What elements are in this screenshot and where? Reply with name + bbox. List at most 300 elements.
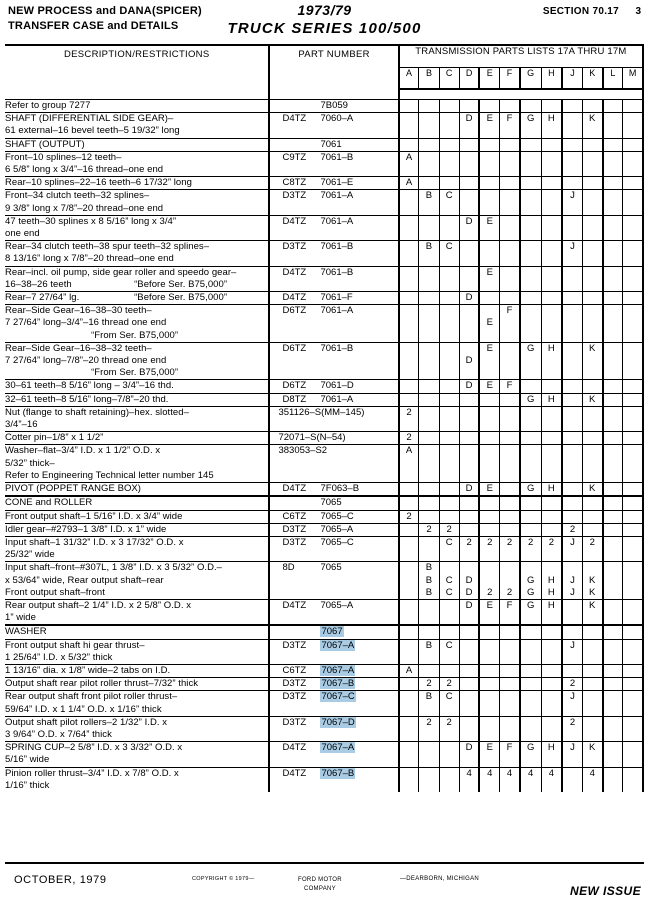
mark-cell-m	[623, 266, 643, 291]
mark-cell-e	[479, 664, 499, 677]
mark-value: 2	[426, 678, 432, 690]
mark-cell-f	[500, 625, 520, 639]
mark-value	[419, 626, 438, 638]
mark-spacer	[542, 458, 562, 470]
row-description	[5, 562, 269, 600]
mark-value: 4	[548, 767, 554, 779]
description-line: 7 27/64” long–3/4”–16 thread one end	[5, 317, 167, 329]
mark-value	[500, 177, 519, 189]
row-part-number	[269, 406, 398, 431]
mark-cell-g	[520, 445, 541, 483]
mark-spacer	[583, 549, 602, 561]
mark-value: 2	[506, 536, 513, 548]
mark-spacer	[521, 279, 541, 291]
mark-value: 2	[406, 432, 412, 444]
description-line: SPRING CUP–2 5/8” I.D. x 3 3/32” O.D. x	[5, 742, 183, 754]
mark-value: 4	[528, 767, 534, 779]
mark-cell-d	[459, 562, 479, 600]
mark-cell-a	[399, 292, 419, 305]
mark-spacer	[500, 729, 519, 741]
mark-cell-h	[541, 599, 562, 625]
mark-spacer	[480, 203, 499, 215]
mark-cell-h	[541, 177, 562, 190]
mark-cell-j	[562, 742, 582, 767]
mark-value	[623, 190, 642, 202]
mark-cell-m	[623, 664, 643, 677]
mark-value	[604, 343, 623, 355]
mark-value	[500, 317, 519, 329]
mark-value	[460, 665, 479, 677]
part-number-value: 7060–A	[320, 113, 354, 125]
part-prefix: D6TZ	[282, 305, 307, 317]
mark-cell-b	[419, 536, 439, 561]
mark-spacer	[623, 458, 642, 470]
mark-value	[604, 497, 623, 509]
mark-cell-l	[603, 406, 623, 431]
mark-cell-c	[439, 342, 459, 380]
mark-cell-j	[562, 113, 582, 138]
mark-value: E	[486, 113, 493, 125]
description-line: Rear–7 27/64” lg. “Before Ser. B75,000”	[5, 292, 228, 304]
mark-cell-h	[541, 742, 562, 767]
mark-spacer	[604, 612, 623, 624]
mark-spacer	[583, 164, 602, 176]
row-description	[5, 691, 269, 716]
mark-spacer	[583, 228, 602, 240]
mark-cell-h	[541, 483, 562, 497]
mark-cell-j	[562, 151, 582, 176]
mark-cell-l	[603, 536, 623, 561]
mark-value	[604, 575, 623, 587]
mark-spacer	[521, 228, 541, 240]
mark-spacer	[480, 754, 499, 766]
mark-value	[500, 407, 519, 419]
mark-cell-l	[603, 599, 623, 625]
mark-cell-a	[399, 406, 419, 431]
mark-value	[623, 483, 642, 495]
mark-value	[460, 177, 479, 189]
mark-spacer	[400, 419, 419, 431]
mark-spacer	[460, 125, 479, 137]
mark-cell-e	[479, 406, 499, 431]
page-footer	[0, 862, 649, 908]
mark-value	[500, 511, 519, 523]
mark-value: K	[589, 742, 596, 754]
mark-value	[604, 432, 623, 444]
mark-value	[604, 562, 623, 574]
mark-cell-g	[520, 599, 541, 625]
mark-value	[460, 678, 479, 690]
mark-value: E	[486, 742, 493, 754]
mark-cell-c	[439, 393, 459, 406]
mark-spacer	[440, 652, 459, 664]
mark-cell-l	[603, 716, 623, 741]
mark-cell-d	[459, 177, 479, 190]
row-part-number	[269, 266, 398, 291]
mark-value	[500, 394, 519, 406]
part-prefix: C9TZ	[282, 151, 307, 163]
mark-value	[623, 626, 642, 638]
row-description	[5, 190, 269, 215]
row-description	[5, 536, 269, 561]
mark-cell-f	[500, 305, 520, 343]
mark-value	[500, 216, 519, 228]
row-description	[5, 678, 269, 691]
mark-value	[400, 768, 419, 780]
mark-cell-h	[541, 113, 562, 138]
mark-cell-m	[623, 496, 643, 510]
mark-cell-c	[439, 177, 459, 190]
row-part-number	[269, 292, 398, 305]
mark-cell-c	[439, 625, 459, 639]
mark-cell-g	[520, 190, 541, 215]
mark-cell-g	[520, 483, 541, 497]
mark-cell-b	[419, 190, 439, 215]
mark-spacer	[563, 330, 582, 342]
mark-value	[419, 292, 438, 304]
mark-cell-a	[399, 100, 419, 113]
mark-value	[521, 445, 541, 457]
part-prefix: D8TZ	[282, 393, 307, 405]
mark-cell-a	[399, 393, 419, 406]
mark-cell-l	[603, 190, 623, 215]
part-prefix: D3TZ	[282, 716, 307, 728]
mark-value	[480, 432, 499, 444]
part-prefix: D3TZ	[282, 241, 307, 253]
mark-value	[400, 562, 419, 574]
mark-cell-f	[500, 523, 520, 536]
mark-spacer	[500, 419, 519, 431]
mark-cell-a	[399, 639, 419, 664]
mark-value	[480, 139, 499, 151]
mark-cell-b	[419, 767, 439, 792]
mark-value	[542, 640, 562, 652]
col-header-d: D	[459, 68, 479, 89]
mark-spacer	[419, 612, 438, 624]
mark-value: D	[465, 483, 473, 495]
mark-cell-g	[520, 496, 541, 510]
mark-cell-d	[459, 536, 479, 561]
mark-cell-a	[399, 691, 419, 716]
mark-cell-a	[399, 510, 419, 523]
mark-value	[542, 139, 562, 151]
mark-cell-j	[562, 483, 582, 497]
mark-spacer	[400, 549, 419, 561]
mark-value	[623, 511, 642, 523]
table-row	[5, 599, 643, 625]
mark-value	[440, 139, 459, 151]
mark-spacer	[480, 704, 499, 716]
mark-cell-m	[623, 510, 643, 523]
mark-cell-e	[479, 305, 499, 343]
mark-cell-e	[479, 562, 499, 600]
mark-cell-c	[439, 562, 459, 600]
mark-cell-g	[520, 716, 541, 741]
mark-value: E	[486, 342, 493, 354]
mark-cell-j	[562, 305, 582, 343]
mark-cell-e	[479, 342, 499, 380]
mark-spacer	[521, 612, 541, 624]
table-row	[5, 639, 643, 664]
mark-cell-f	[500, 177, 520, 190]
mark-spacer	[500, 754, 519, 766]
part-number-highlight: 7067–A	[321, 742, 355, 754]
part-number-highlight: 7067	[321, 626, 343, 638]
mark-value	[623, 587, 642, 599]
mark-value	[623, 113, 642, 125]
col-header-l: L	[603, 68, 623, 89]
mark-spacer	[500, 279, 519, 291]
mark-cell-c	[439, 716, 459, 741]
description-line: Rear–incl. oil pump, side gear roller and speedo gear–	[5, 266, 237, 278]
mark-cell-j	[562, 215, 582, 240]
table-row	[5, 266, 643, 291]
mark-value	[400, 497, 419, 509]
mark-value: G	[526, 483, 535, 495]
mark-value	[604, 600, 623, 612]
mark-cell-c	[439, 691, 459, 716]
mark-spacer	[500, 470, 519, 482]
description-line: 9 3/8” long x 7/8”–20 thread–one end	[5, 202, 164, 214]
mark-cell-h	[541, 190, 562, 215]
mark-value	[440, 216, 459, 228]
mark-cell-m	[623, 100, 643, 113]
mark-cell-d	[459, 266, 479, 291]
mark-value: D	[465, 599, 473, 611]
mark-value	[563, 483, 582, 495]
mark-spacer	[419, 729, 438, 741]
description-line: 47 teeth–30 splines x 8 5/16” long x 3/4”	[5, 215, 177, 227]
mark-spacer	[521, 470, 541, 482]
row-description	[5, 393, 269, 406]
mark-value	[623, 380, 642, 392]
mark-cell-h	[541, 138, 562, 151]
mark-cell-l	[603, 292, 623, 305]
mark-value: B	[425, 586, 433, 598]
mark-value	[563, 139, 582, 151]
mark-spacer	[400, 729, 419, 741]
mark-cell-b	[419, 305, 439, 343]
mark-cell-h	[541, 625, 562, 639]
mark-value	[419, 537, 438, 549]
part-number-value: 7065–C	[320, 536, 354, 548]
mark-value	[500, 562, 519, 574]
mark-cell-a	[399, 562, 419, 600]
mark-value	[563, 267, 582, 279]
mark-value: 2	[589, 536, 595, 548]
mark-value	[460, 626, 479, 638]
description-line: Refer to group 7277	[5, 100, 91, 111]
table-row	[5, 393, 643, 406]
mark-spacer	[583, 203, 602, 215]
mark-spacer	[460, 279, 479, 291]
mark-value	[400, 343, 419, 355]
mark-spacer	[583, 470, 602, 482]
mark-cell-j	[562, 716, 582, 741]
mark-spacer	[542, 549, 562, 561]
mark-cell-f	[500, 292, 520, 305]
mark-cell-f	[500, 138, 520, 151]
mark-cell-j	[562, 100, 582, 113]
mark-value	[563, 177, 582, 189]
mark-value	[623, 394, 642, 406]
footer-company	[298, 876, 342, 894]
mark-cell-c	[439, 380, 459, 393]
mark-cell-a	[399, 678, 419, 691]
mark-value	[440, 665, 459, 677]
mark-cell-l	[603, 510, 623, 523]
mark-spacer	[583, 330, 602, 342]
row-part-number	[269, 716, 398, 741]
description-line: Front output shaft–front	[5, 586, 105, 598]
mark-cell-h	[541, 305, 562, 343]
mark-value	[623, 292, 642, 304]
header-section: SECTION 70.17	[542, 6, 619, 17]
mark-spacer	[500, 164, 519, 176]
header-title-line2: TRANSFER CASE and DETAILS	[8, 20, 179, 32]
mark-cell-f	[500, 380, 520, 393]
col-header-k: K	[582, 68, 602, 89]
mark-cell-a	[399, 138, 419, 151]
table-row	[5, 406, 643, 431]
row-part-number	[269, 177, 398, 190]
mark-cell-l	[603, 767, 623, 792]
mark-cell-c	[439, 151, 459, 176]
mark-value: F	[506, 113, 513, 125]
mark-value	[419, 511, 438, 523]
mark-spacer	[623, 367, 642, 379]
mark-spacer	[500, 652, 519, 664]
row-part-number	[269, 342, 398, 380]
mark-cell-d	[459, 113, 479, 138]
mark-value: E	[486, 215, 493, 227]
mark-spacer	[604, 549, 623, 561]
mark-value	[400, 537, 419, 549]
row-description	[5, 292, 269, 305]
mark-value	[521, 267, 541, 279]
mark-value: 2	[466, 536, 472, 548]
mark-cell-a	[399, 305, 419, 343]
table-row	[5, 151, 643, 176]
mark-cell-h	[541, 691, 562, 716]
mark-value: G	[526, 574, 535, 586]
mark-value	[542, 691, 562, 703]
mark-cell-k	[582, 691, 602, 716]
mark-spacer	[400, 330, 419, 342]
description-line: 32–61 teeth–8 5/16” long–7/8”–20 thd.	[5, 393, 169, 405]
mark-value	[440, 355, 459, 367]
description-line: Front output shaft–1 5/16” I.D. x 3/4” wide	[5, 510, 183, 522]
mark-cell-c	[439, 138, 459, 151]
mark-spacer	[623, 549, 642, 561]
mark-spacer	[583, 704, 602, 716]
mark-value	[542, 177, 562, 189]
mark-value	[563, 407, 582, 419]
mark-value	[563, 432, 582, 444]
mark-cell-h	[541, 562, 562, 600]
mark-spacer	[460, 704, 479, 716]
mark-value	[500, 432, 519, 444]
mark-value: J	[570, 241, 575, 253]
mark-cell-c	[439, 241, 459, 266]
mark-cell-l	[603, 177, 623, 190]
mark-spacer	[563, 652, 582, 664]
mark-spacer	[419, 470, 438, 482]
mark-value	[623, 768, 642, 780]
mark-value	[460, 691, 479, 703]
mark-value	[419, 432, 438, 444]
mark-value	[563, 292, 582, 304]
mark-value: J	[570, 574, 575, 586]
mark-value	[400, 267, 419, 279]
mark-cell-m	[623, 393, 643, 406]
description-line: Rear output shaft front pilot roller thrust–	[5, 691, 178, 703]
row-part-number	[269, 151, 398, 176]
mark-spacer	[460, 164, 479, 176]
mark-value	[542, 305, 562, 317]
mark-value	[500, 524, 519, 536]
mark-cell-g	[520, 100, 541, 113]
mark-cell-g	[520, 138, 541, 151]
mark-value	[440, 292, 459, 304]
mark-value: J	[570, 536, 575, 548]
mark-cell-f	[500, 342, 520, 380]
mark-value	[623, 241, 642, 253]
mark-cell-g	[520, 562, 541, 600]
mark-value	[623, 100, 642, 112]
mark-value	[500, 575, 519, 587]
mark-value	[542, 497, 562, 509]
mark-value: C	[445, 574, 453, 586]
mark-cell-m	[623, 380, 643, 393]
row-description	[5, 742, 269, 767]
mark-value	[583, 380, 602, 392]
mark-cell-g	[520, 266, 541, 291]
mark-spacer	[400, 612, 419, 624]
mark-cell-b	[419, 393, 439, 406]
mark-cell-b	[419, 599, 439, 625]
mark-value	[623, 640, 642, 652]
mark-value	[440, 600, 459, 612]
mark-cell-d	[459, 432, 479, 445]
description-line: Cotter pin–1/8” x 1 1/2”	[5, 432, 104, 444]
mark-value	[400, 742, 419, 754]
description-line: PIVOT (POPPET RANGE BOX)	[5, 483, 141, 495]
mark-value	[521, 355, 541, 367]
mark-cell-c	[439, 678, 459, 691]
mark-value	[460, 497, 479, 509]
mark-value	[400, 524, 419, 536]
mark-value	[542, 152, 562, 164]
mark-value	[623, 432, 642, 444]
mark-cell-h	[541, 432, 562, 445]
mark-cell-l	[603, 483, 623, 497]
mark-cell-f	[500, 562, 520, 600]
row-part-number	[269, 483, 398, 497]
footer-date: OCTOBER, 1979	[14, 874, 107, 886]
mark-cell-e	[479, 393, 499, 406]
row-description	[5, 445, 269, 483]
mark-spacer	[500, 458, 519, 470]
mark-cell-j	[562, 599, 582, 625]
part-prefix: D4TZ	[282, 742, 307, 754]
mark-cell-f	[500, 151, 520, 176]
mark-cell-d	[459, 767, 479, 792]
mark-cell-m	[623, 151, 643, 176]
mark-value	[542, 355, 562, 367]
mark-spacer	[542, 203, 562, 215]
mark-spacer	[521, 419, 541, 431]
